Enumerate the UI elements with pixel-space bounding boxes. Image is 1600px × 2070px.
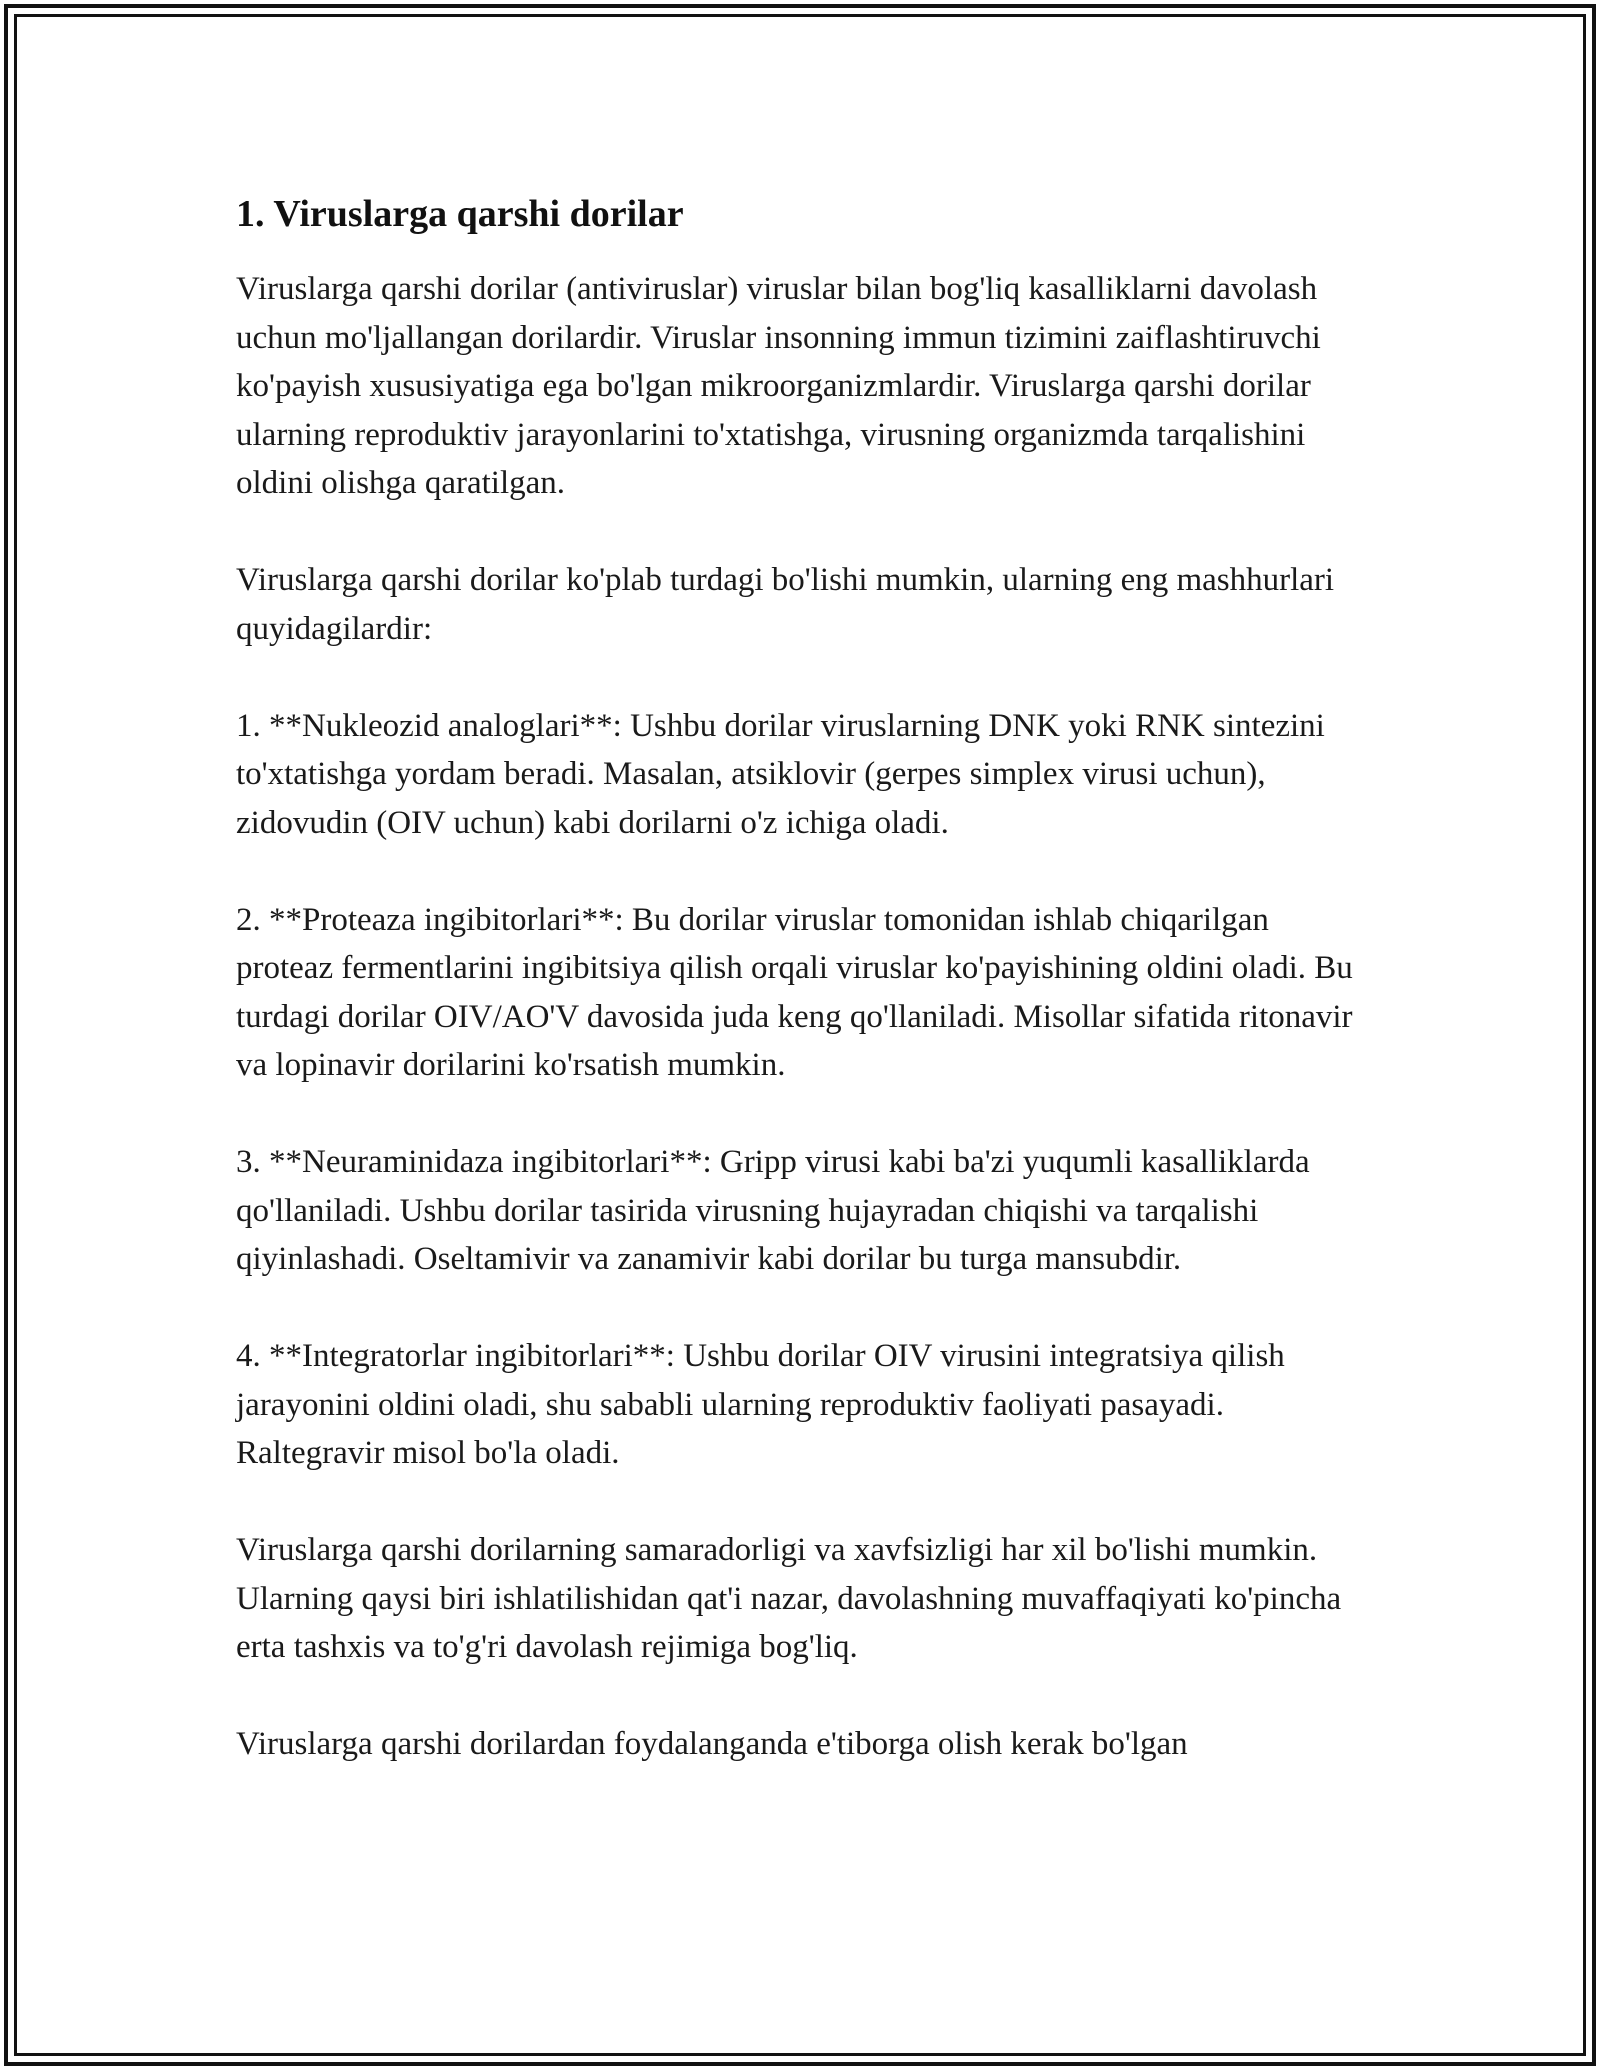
document-title: 1. Viruslarga qarshi dorilar [236,193,684,235]
paragraph-item-3: 3. **Neuraminidaza ingibitorlari**: Gripp virusi kabi ba'zi yuqumli kasalliklarda qo'llaniladi. Ushbu dorilar tasirida virusning hujayradan chiqishi va tarqalishi qiyinlashadi. Oseltamivir va zanamivir kabi dorilar bu turga mansubdir. [236,1144,1310,1277]
paragraph-item-4: 4. **Integratorlar ingibitorlari**: Ushbu dorilar OIV virusini integratsiya qilish jarayonini oldini oladi, shu sababli ularning reproduktiv faoliyati pasayadi. Raltegravir misol bo'la oladi. [236,1338,1285,1471]
paragraph-effectiveness: Viruslarga qarshi dorilarning samaradorligi va xavfsizligi har xil bo'lishi mumkin. Ularning qaysi biri ishlatilishidan qat'i nazar, davolashning muvaffaqiyati ko'pincha erta tashxis va to'g'ri davolash rejimiga bog'liq. [236,1532,1342,1665]
document-body [236,185,1366,1769]
paragraph-types-lead: Viruslarga qarshi dorilar ko'plab turdagi bo'lishi mumkin, ularning eng mashhurlari quyidagilardir: [236,562,1335,647]
paragraph-item-1: 1. **Nukleozid analoglari**: Ushbu dorilar viruslarning DNK yoki RNK sintezini to'xtatishga yordam beradi. Masalan, atsiklovir (gerpes simplex virusi uchun), zidovudin (OIV uchun) kabi dorilarni o'z ichiga oladi. [236,707,1325,841]
paragraph-item-2: 2. **Proteaza ingibitorlari**: Bu dorilar viruslar tomonidan ishlab chiqarilgan proteaz fermentlarini ingibitsiya qilish orqali viruslar ko'payishining oldini oladi. Bu turdagi dorilar OIV/AO'V davosida juda keng qo'llaniladi. Misollar sifatida ritonavir va lopinavir dorilarini ko'rsatish mumkin. [236,901,1353,1083]
paragraph-considerations: Viruslarga qarshi dorilardan foydalanganda e'tiborga olish kerak bo'lgan [236,1726,1188,1762]
paragraph-intro: Viruslarga qarshi dorilar (antiviruslar) viruslar bilan bog'liq kasalliklarni davolash uchun mo'ljallangan dorilardir. Viruslar insonning immun tizimini zaiflashtiruvchi ko'payish xususiyatiga ega bo'lgan mikroorganizmlardir. Viruslarga qarshi dorilar ularning reproduktiv jarayonlarini to'xtatishga, virusning organizmda tarqalishini oldini olishga qaratilgan. [236,271,1321,501]
